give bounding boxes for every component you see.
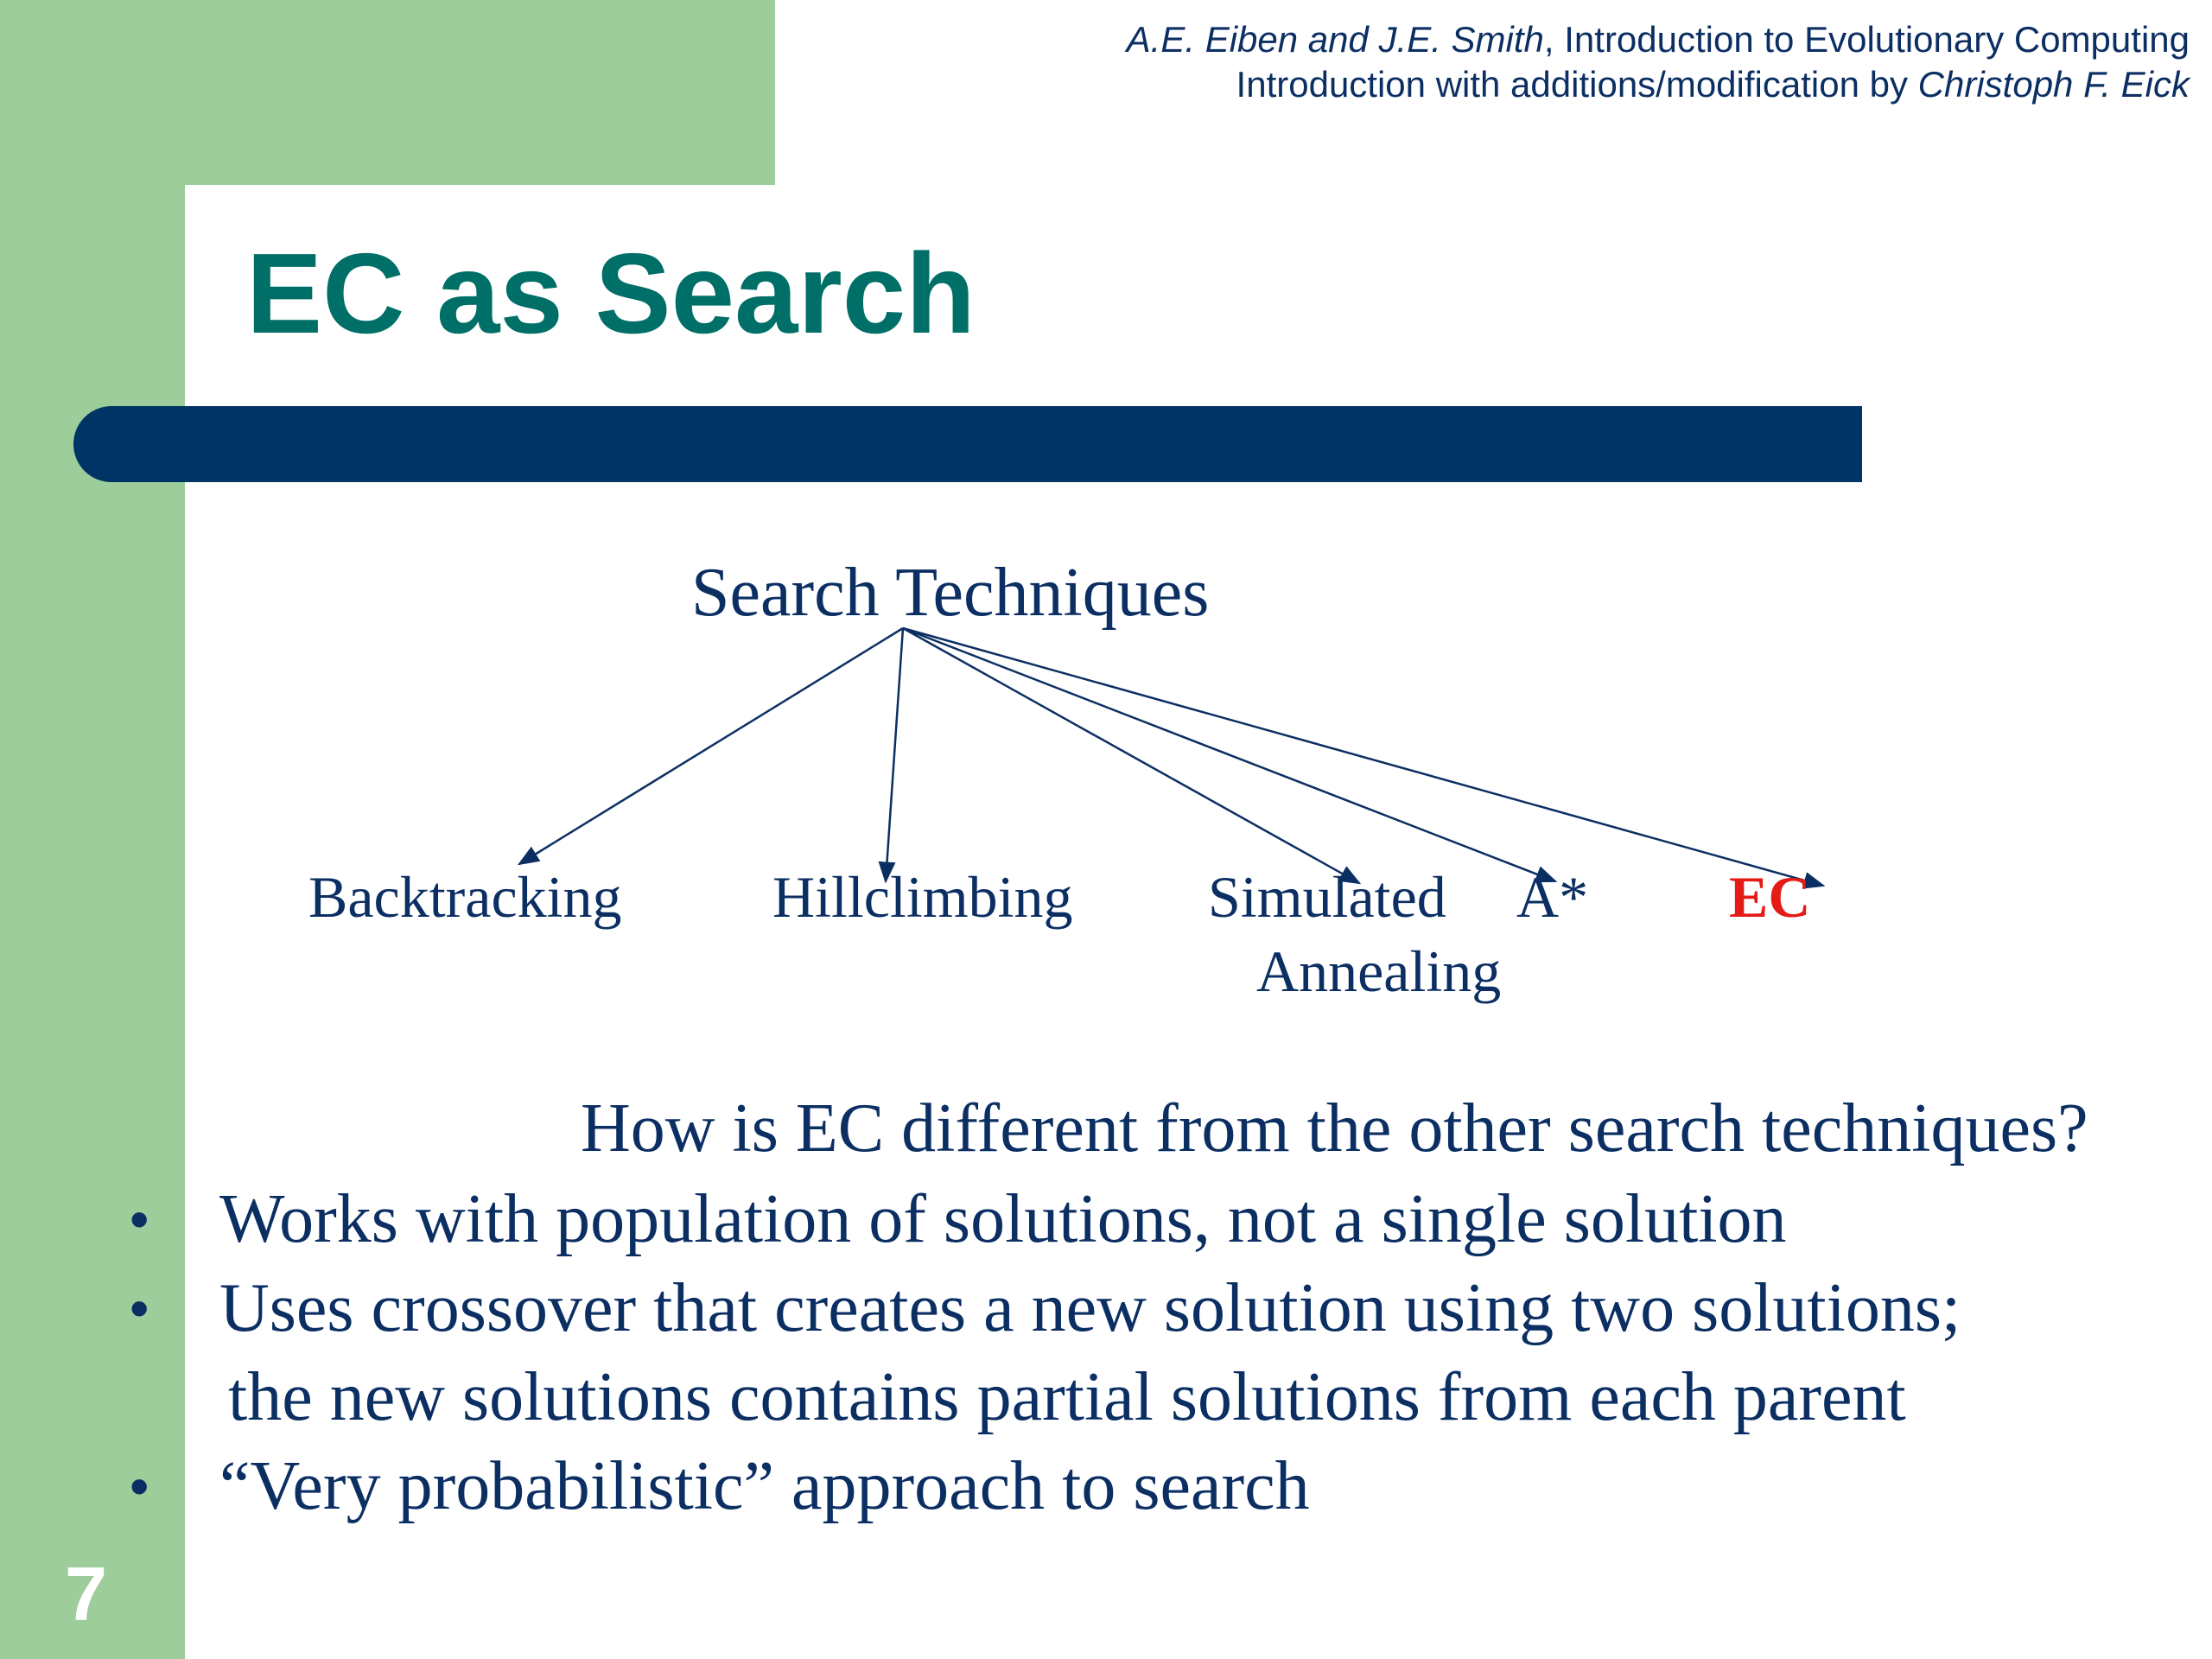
edge-a-star — [903, 628, 1555, 881]
leaf-hillclimbing: Hillclimbing — [772, 864, 1073, 930]
edge-simulated-annealing — [903, 628, 1359, 883]
bullet-dot: • — [130, 1188, 149, 1250]
question: How is EC different from the other search techniques? — [581, 1090, 2088, 1166]
bullet-text: “Very probabilistic” approach to search — [219, 1448, 1310, 1524]
edge-backtracking — [519, 628, 903, 864]
bullet-text: Works with population of solutions, not a single solution — [219, 1181, 1787, 1257]
leaf-ec: EC — [1729, 864, 1811, 930]
edge-hillclimbing — [886, 628, 903, 881]
leaf-backtracking: Backtracking — [308, 864, 622, 930]
bullet-item — [130, 1442, 1961, 1531]
bullet-dot: • — [130, 1455, 149, 1517]
bullet-text: Uses crossover that creates a new solution using two solutions; — [219, 1270, 1961, 1346]
leaf-a-star: A* — [1516, 864, 1589, 930]
bullet-item — [130, 1175, 1961, 1264]
leaf-simulated: Simulated — [1208, 864, 1446, 930]
citation-book: , Introduction to Evolutionary Computing — [1543, 19, 2190, 60]
leaf-annealing: Annealing — [1256, 938, 1502, 1004]
tree-root: Search Techniques — [691, 555, 1210, 631]
slide-title: EC as Search — [246, 230, 976, 357]
bullet-dot: • — [130, 1277, 149, 1339]
slide-number: 7 — [65, 1551, 107, 1637]
edge-ec — [903, 628, 1823, 886]
citation-authors: A.E. Eiben and J.E. Smith — [1126, 19, 1544, 60]
bullet-item — [130, 1264, 1961, 1442]
citation-modifier: Christoph F. Eick — [1917, 64, 2190, 105]
citation-modification: Introduction with additions/modification by — [1236, 64, 1918, 105]
bullet-continuation: the new solutions contains partial solutions from each parent — [228, 1359, 1906, 1435]
bullet-list — [130, 1175, 1961, 1531]
